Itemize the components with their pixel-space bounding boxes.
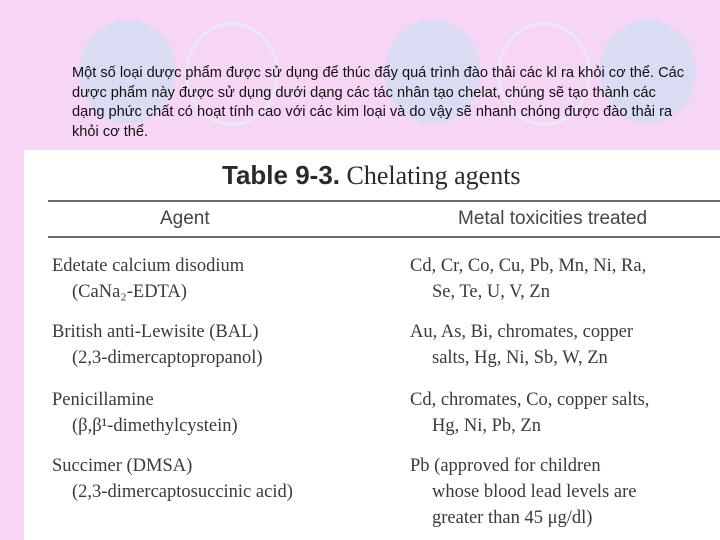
table-caption: Chelating agents — [346, 161, 521, 190]
table-cell-agent-detail: (β,β¹-dimethylcystein) — [72, 416, 238, 436]
table-cell-agent: Edetate calcium disodium — [52, 256, 245, 276]
table-number: Table 9-3. — [222, 160, 341, 190]
table-cell-metals: Hg, Ni, Pb, Zn — [432, 416, 541, 436]
table-cell-metals: salts, Hg, Ni, Sb, W, Zn — [432, 348, 608, 368]
header-agent: Agent — [160, 208, 210, 229]
table-top-rule — [48, 200, 720, 202]
table-cell-metals: greater than 45 μg/dl) — [432, 508, 593, 528]
table-cell-metals: Cd, Cr, Co, Cu, Pb, Mn, Ni, Ra, — [410, 256, 647, 276]
table-header-rule — [48, 236, 720, 238]
table-title — [222, 160, 521, 191]
table-cell-agent-detail: (CaNa₂-EDTA) — [72, 282, 187, 302]
chelating-agents-table — [24, 150, 720, 540]
table-cell-agent: Succimer (DMSA) — [52, 456, 193, 476]
header-metal-toxicities: Metal toxicities treated — [458, 208, 648, 229]
table-cell-agent-detail: (2,3-dimercaptosuccinic acid) — [72, 482, 293, 502]
table-cell-metals: whose blood lead levels are — [432, 482, 637, 502]
table-cell-agent-detail: (2,3-dimercaptopropanol) — [72, 348, 263, 368]
table-cell-agent: Penicillamine — [52, 390, 154, 410]
table-cell-metals: Se, Te, U, V, Zn — [432, 282, 550, 302]
table-cell-metals: Cd, chromates, Co, copper salts, — [410, 390, 650, 410]
table-cell-metals: Pb (approved for children — [410, 456, 601, 476]
intro-paragraph: Một số loại dược phẩm được sử dụng để thúc đẩy quá trình đào thải các kl ra khỏi cơ thể. Các dược phẩm này được sử dụng dưới dạng các tác nhân tạo chelat, chúng sẽ tạo thành các dạng phức chất có hoạt tính cao với các kim loại và do vậy sẽ nhanh chóng được đào thải ra khỏi cơ thể. — [72, 65, 685, 140]
table-cell-agent: British anti-Lewisite (BAL) — [52, 322, 259, 342]
table-cell-metals: Au, As, Bi, chromates, copper — [410, 322, 633, 342]
